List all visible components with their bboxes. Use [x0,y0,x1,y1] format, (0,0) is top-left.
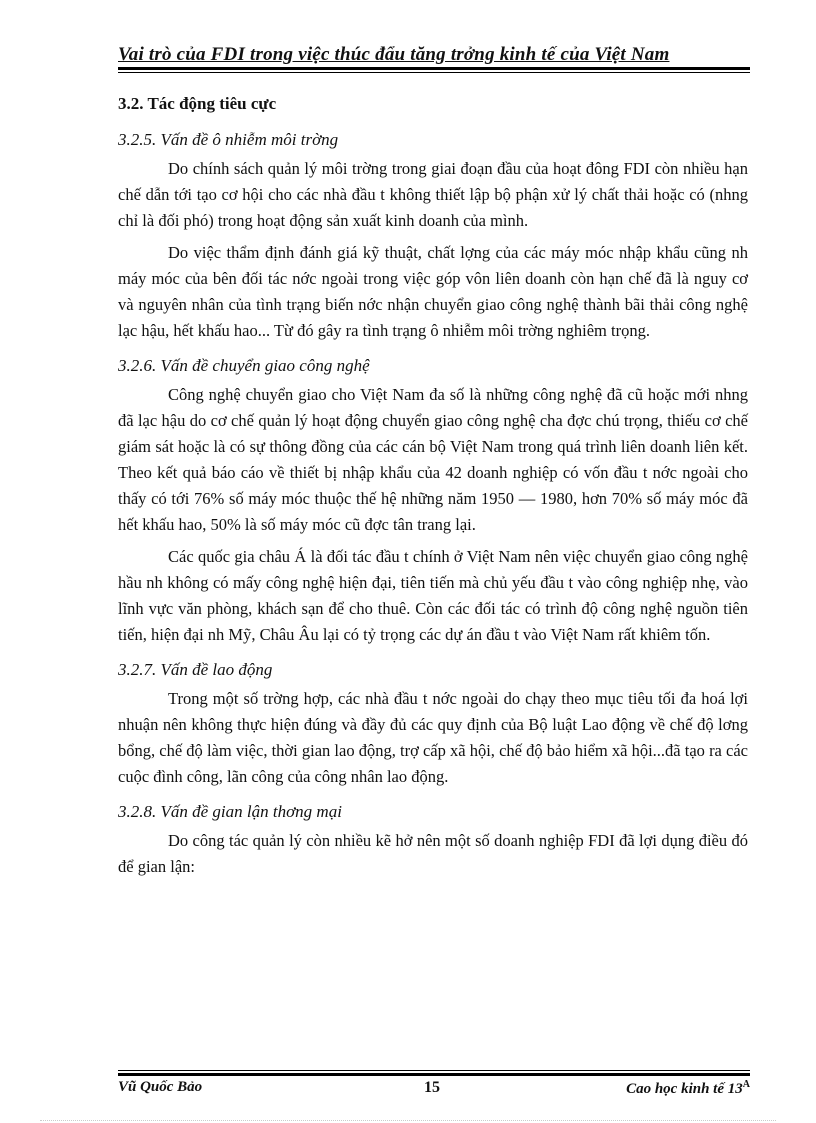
subsection-heading: 3.2.5. Vấn đề ô nhiễm môi trờng [118,130,339,149]
subsection [118,350,748,648]
subsection-heading: 3.2.6. Vấn đề chuyển giao công nghệ [118,356,370,375]
page-number: 15 [424,1079,440,1096]
subsection-heading: 3.2.8. Vấn đề gian lận thơng mại [118,802,342,821]
footer-course-sup: A [742,1079,750,1090]
paragraph: Do công tác quản lý còn nhiều kẽ hở nên một số doanh nghiệp FDI đã lợi dụng điều đó để gian lận: [118,831,748,876]
header-rule-thick [118,67,750,70]
page-bottom-divider [40,1120,776,1121]
footer-rule-thick [118,1073,750,1076]
footer-course [590,1079,750,1098]
subsection [118,124,748,344]
subsection-heading: 3.2.7. Vấn đề lao động [118,660,273,679]
paragraph: Công nghệ chuyển giao cho Việt Nam đa số là những công nghệ đã cũ hoặc mới nhng đã lạc hậu do cơ chế quản lý hoạt động chuyển giao công nghệ cha đợc chú trọng, thiếu cơ chế giám sát hoặc là có sự thông đồng của các cán bộ Việt Nam trong quá trình liên doanh liên kết. Theo kết quả báo cáo về thiết bị nhập khẩu của 42 doanh nghiệp có vốn đầu t nớc ngoài cho thấy có tới 76% số máy móc thuộc thế hệ những năm 1950 — 1980, hơn 70% số máy móc đã hết khấu hao, 50% là số máy móc cũ đợc tân trang lại. [118,385,748,534]
document-body [118,92,748,886]
footer-rule-thin [118,1070,750,1071]
paragraph: Trong một số trờng hợp, các nhà đầu t nớc ngoài do chạy theo mục tiêu tối đa hoá lợi nhuận nên không thực hiện đúng và đầy đủ các quy định của Bộ luật Lao động về chế độ lơng bổng, chế độ làm việc, thời gian lao động, trợ cấp xã hội, chế độ bảo hiểm xã hội...đã tạo ra các cuộc đình công, lãn công của công nhân lao động. [118,689,748,786]
header-title: Vai trò của FDI trong việc thúc đẩu tăng trởng kinh tế của Việt Nam [118,44,670,65]
footer-author: Vũ Quốc Bảo [118,1079,203,1095]
paragraph: Do chính sách quản lý môi trờng trong giai đoạn đầu của hoạt đông FDI còn nhiều hạn chế dẫn tới tạo cơ hội cho các nhà đầu t không thiết lập bộ phận xử lý chất thải hoặc có (nhng chỉ là đối phó) trong hoạt động sản xuất kinh doanh của mình. [118,159,748,230]
paragraph: Các quốc gia châu Á là đối tác đầu t chính ở Việt Nam nên việc chuyển giao công nghệ hầu nh không có mấy công nghệ hiện đại, tiên tiến mà chủ yếu đầu t vào công nghiệp nhẹ, vào lĩnh vực văn phòng, khách sạn để cho thuê. Còn các đối tác có trình độ công nghệ nguồn tiên tiến, hiện đại nh Mỹ, Châu Âu lại có tỷ trọng các dự án đầu t vào Việt Nam rất khiêm tốn. [118,547,748,644]
subsection [118,796,748,880]
header-rule-thin [118,72,750,73]
footer-course-text: Cao học kinh tế 13 [626,1081,743,1097]
paragraph: Do việc thẩm định đánh giá kỹ thuật, chất lợng của các máy móc nhập khẩu cũng nh máy móc của bên đối tác nớc ngoài trong việc góp vôn liên doanh còn hạn chế đã là nguy cơ và nguyên nhân của tình trạng biến nớc nhận chuyển giao công nghệ thành bãi thải công nghệ lạc hậu, hết khấu hao... Từ đó gây ra tình trạng ô nhiễm môi trờng nghiêm trọng. [118,243,748,340]
subsection [118,654,748,790]
section-heading: 3.2. Tác động tiêu cực [118,94,277,113]
